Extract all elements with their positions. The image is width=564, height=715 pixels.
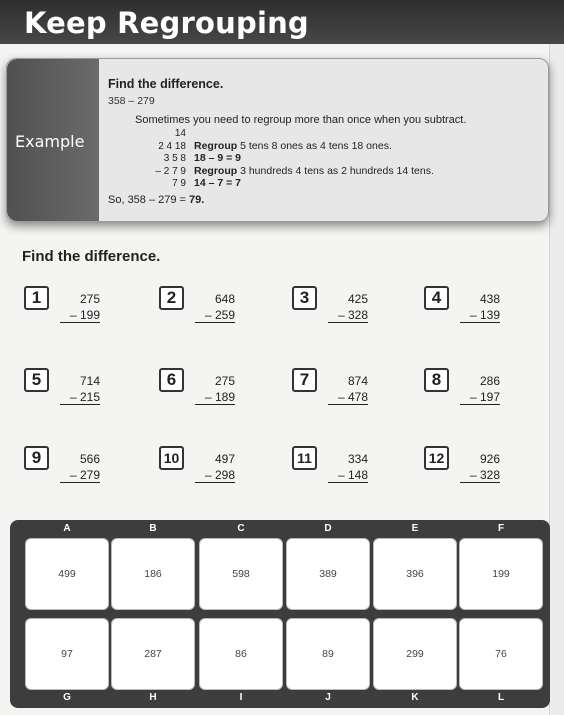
subtrahend: – 148 bbox=[328, 468, 368, 483]
step3-bold: Regroup bbox=[194, 164, 238, 177]
answer-card-K: 299 bbox=[373, 618, 457, 690]
answer-letter-top: A bbox=[63, 523, 71, 534]
problem-7 bbox=[288, 368, 408, 418]
answer-letter-bottom: K bbox=[411, 692, 419, 703]
problem-number: 10 bbox=[159, 446, 184, 470]
minuend: 566 bbox=[79, 452, 100, 466]
problem-10 bbox=[155, 446, 275, 496]
answer-board bbox=[10, 520, 550, 708]
problem-number: 11 bbox=[292, 446, 317, 470]
example-label: Example bbox=[15, 132, 85, 151]
answer-card-I: 86 bbox=[199, 618, 283, 690]
example-steps bbox=[142, 127, 434, 190]
subtrahend: – 197 bbox=[460, 390, 500, 405]
problem-8 bbox=[420, 368, 540, 418]
problem-number: 5 bbox=[24, 368, 49, 392]
example-heading: Find the difference. bbox=[108, 77, 224, 91]
minuend: 425 bbox=[347, 292, 368, 306]
step2: 18 – 9 = 9 bbox=[194, 152, 241, 164]
minuend: 438 bbox=[479, 292, 500, 306]
subtrahend: – 259 bbox=[195, 308, 235, 323]
minuend: 497 bbox=[214, 452, 235, 466]
example-note: Sometimes you need to regroup more than once when you subtract. bbox=[135, 114, 467, 126]
subtrahend: – 328 bbox=[460, 468, 500, 483]
answer-card-L: 76 bbox=[459, 618, 543, 690]
subtrahend: – 199 bbox=[60, 308, 100, 323]
answer-card-C: 598 bbox=[199, 538, 283, 610]
problem-12 bbox=[420, 446, 540, 496]
problem-number: 12 bbox=[424, 446, 449, 470]
answer-letter-top: D bbox=[324, 523, 332, 534]
problem-2 bbox=[155, 286, 275, 336]
minuend: 275 bbox=[214, 374, 235, 388]
problem-number: 3 bbox=[292, 286, 317, 310]
minuend: 874 bbox=[347, 374, 368, 388]
problem-number: 9 bbox=[24, 446, 49, 470]
step4: 14 – 7 = 7 bbox=[194, 177, 241, 189]
minuend: 926 bbox=[479, 452, 500, 466]
subtrahend: – 139 bbox=[460, 308, 500, 323]
answer-letter-top: B bbox=[149, 523, 157, 534]
answer-card-D: 389 bbox=[286, 538, 370, 610]
section-title: Find the difference. bbox=[22, 248, 161, 265]
conclusion-text: So, 358 – 279 = bbox=[108, 194, 190, 206]
answer-letter-bottom: G bbox=[63, 692, 71, 703]
answer-letter-bottom: J bbox=[325, 692, 331, 703]
problem-3 bbox=[288, 286, 408, 336]
problems-grid bbox=[20, 286, 540, 496]
work-carry: 14 bbox=[174, 128, 186, 139]
problem-number: 7 bbox=[292, 368, 317, 392]
step3-text: 3 hundreds 4 tens as 2 hundreds 14 tens. bbox=[237, 164, 434, 177]
subtrahend: – 478 bbox=[328, 390, 368, 405]
answer-card-J: 89 bbox=[286, 618, 370, 690]
problem-4 bbox=[420, 286, 540, 336]
step1-text: 5 tens 8 ones as 4 tens 18 ones. bbox=[237, 139, 392, 152]
page-edge bbox=[549, 40, 564, 715]
example-tab bbox=[7, 59, 99, 221]
answer-card-B: 186 bbox=[111, 538, 195, 610]
work-row4: 7 9 bbox=[172, 178, 186, 189]
problem-1 bbox=[20, 286, 140, 336]
answer-letter-bottom: I bbox=[239, 692, 243, 703]
step1-bold: Regroup bbox=[194, 139, 238, 152]
work-row3: – 2 7 9 bbox=[155, 165, 186, 177]
minuend: 286 bbox=[479, 374, 500, 388]
problem-6 bbox=[155, 368, 275, 418]
subtrahend: – 328 bbox=[328, 308, 368, 323]
subtrahend: – 189 bbox=[195, 390, 235, 405]
example-conclusion bbox=[108, 194, 204, 206]
conclusion-answer: 79. bbox=[189, 194, 205, 206]
answer-letter-top: C bbox=[237, 523, 245, 534]
work-row1: 2 4 18 bbox=[158, 140, 186, 152]
problem-number: 6 bbox=[159, 368, 184, 392]
problem-number: 8 bbox=[424, 368, 449, 392]
problem-number: 2 bbox=[159, 286, 184, 310]
problem-9 bbox=[20, 446, 140, 496]
header-band bbox=[0, 0, 564, 44]
answer-letter-top: F bbox=[497, 523, 505, 534]
answer-letter-bottom: H bbox=[149, 692, 157, 703]
minuend: 334 bbox=[347, 452, 368, 466]
subtrahend: – 215 bbox=[60, 390, 100, 405]
example-panel bbox=[6, 58, 549, 222]
answer-letter-top: E bbox=[411, 523, 419, 534]
problem-5 bbox=[20, 368, 140, 418]
answer-card-E: 396 bbox=[373, 538, 457, 610]
answer-card-A: 499 bbox=[25, 538, 109, 610]
answer-card-H: 287 bbox=[111, 618, 195, 690]
page-title: Keep Regrouping bbox=[24, 6, 309, 40]
answer-letter-bottom: L bbox=[497, 692, 505, 703]
subtrahend: – 279 bbox=[60, 468, 100, 483]
minuend: 275 bbox=[79, 292, 100, 306]
minuend: 714 bbox=[79, 374, 100, 388]
problem-11 bbox=[288, 446, 408, 496]
work-row2: 3 5 8 bbox=[163, 153, 186, 164]
minuend: 648 bbox=[214, 292, 235, 306]
answer-card-F: 199 bbox=[459, 538, 543, 610]
problem-number: 1 bbox=[24, 286, 49, 310]
problem-number: 4 bbox=[424, 286, 449, 310]
answer-card-G: 97 bbox=[25, 618, 109, 690]
example-problem: 358 – 279 bbox=[108, 95, 155, 107]
subtrahend: – 298 bbox=[195, 468, 235, 483]
